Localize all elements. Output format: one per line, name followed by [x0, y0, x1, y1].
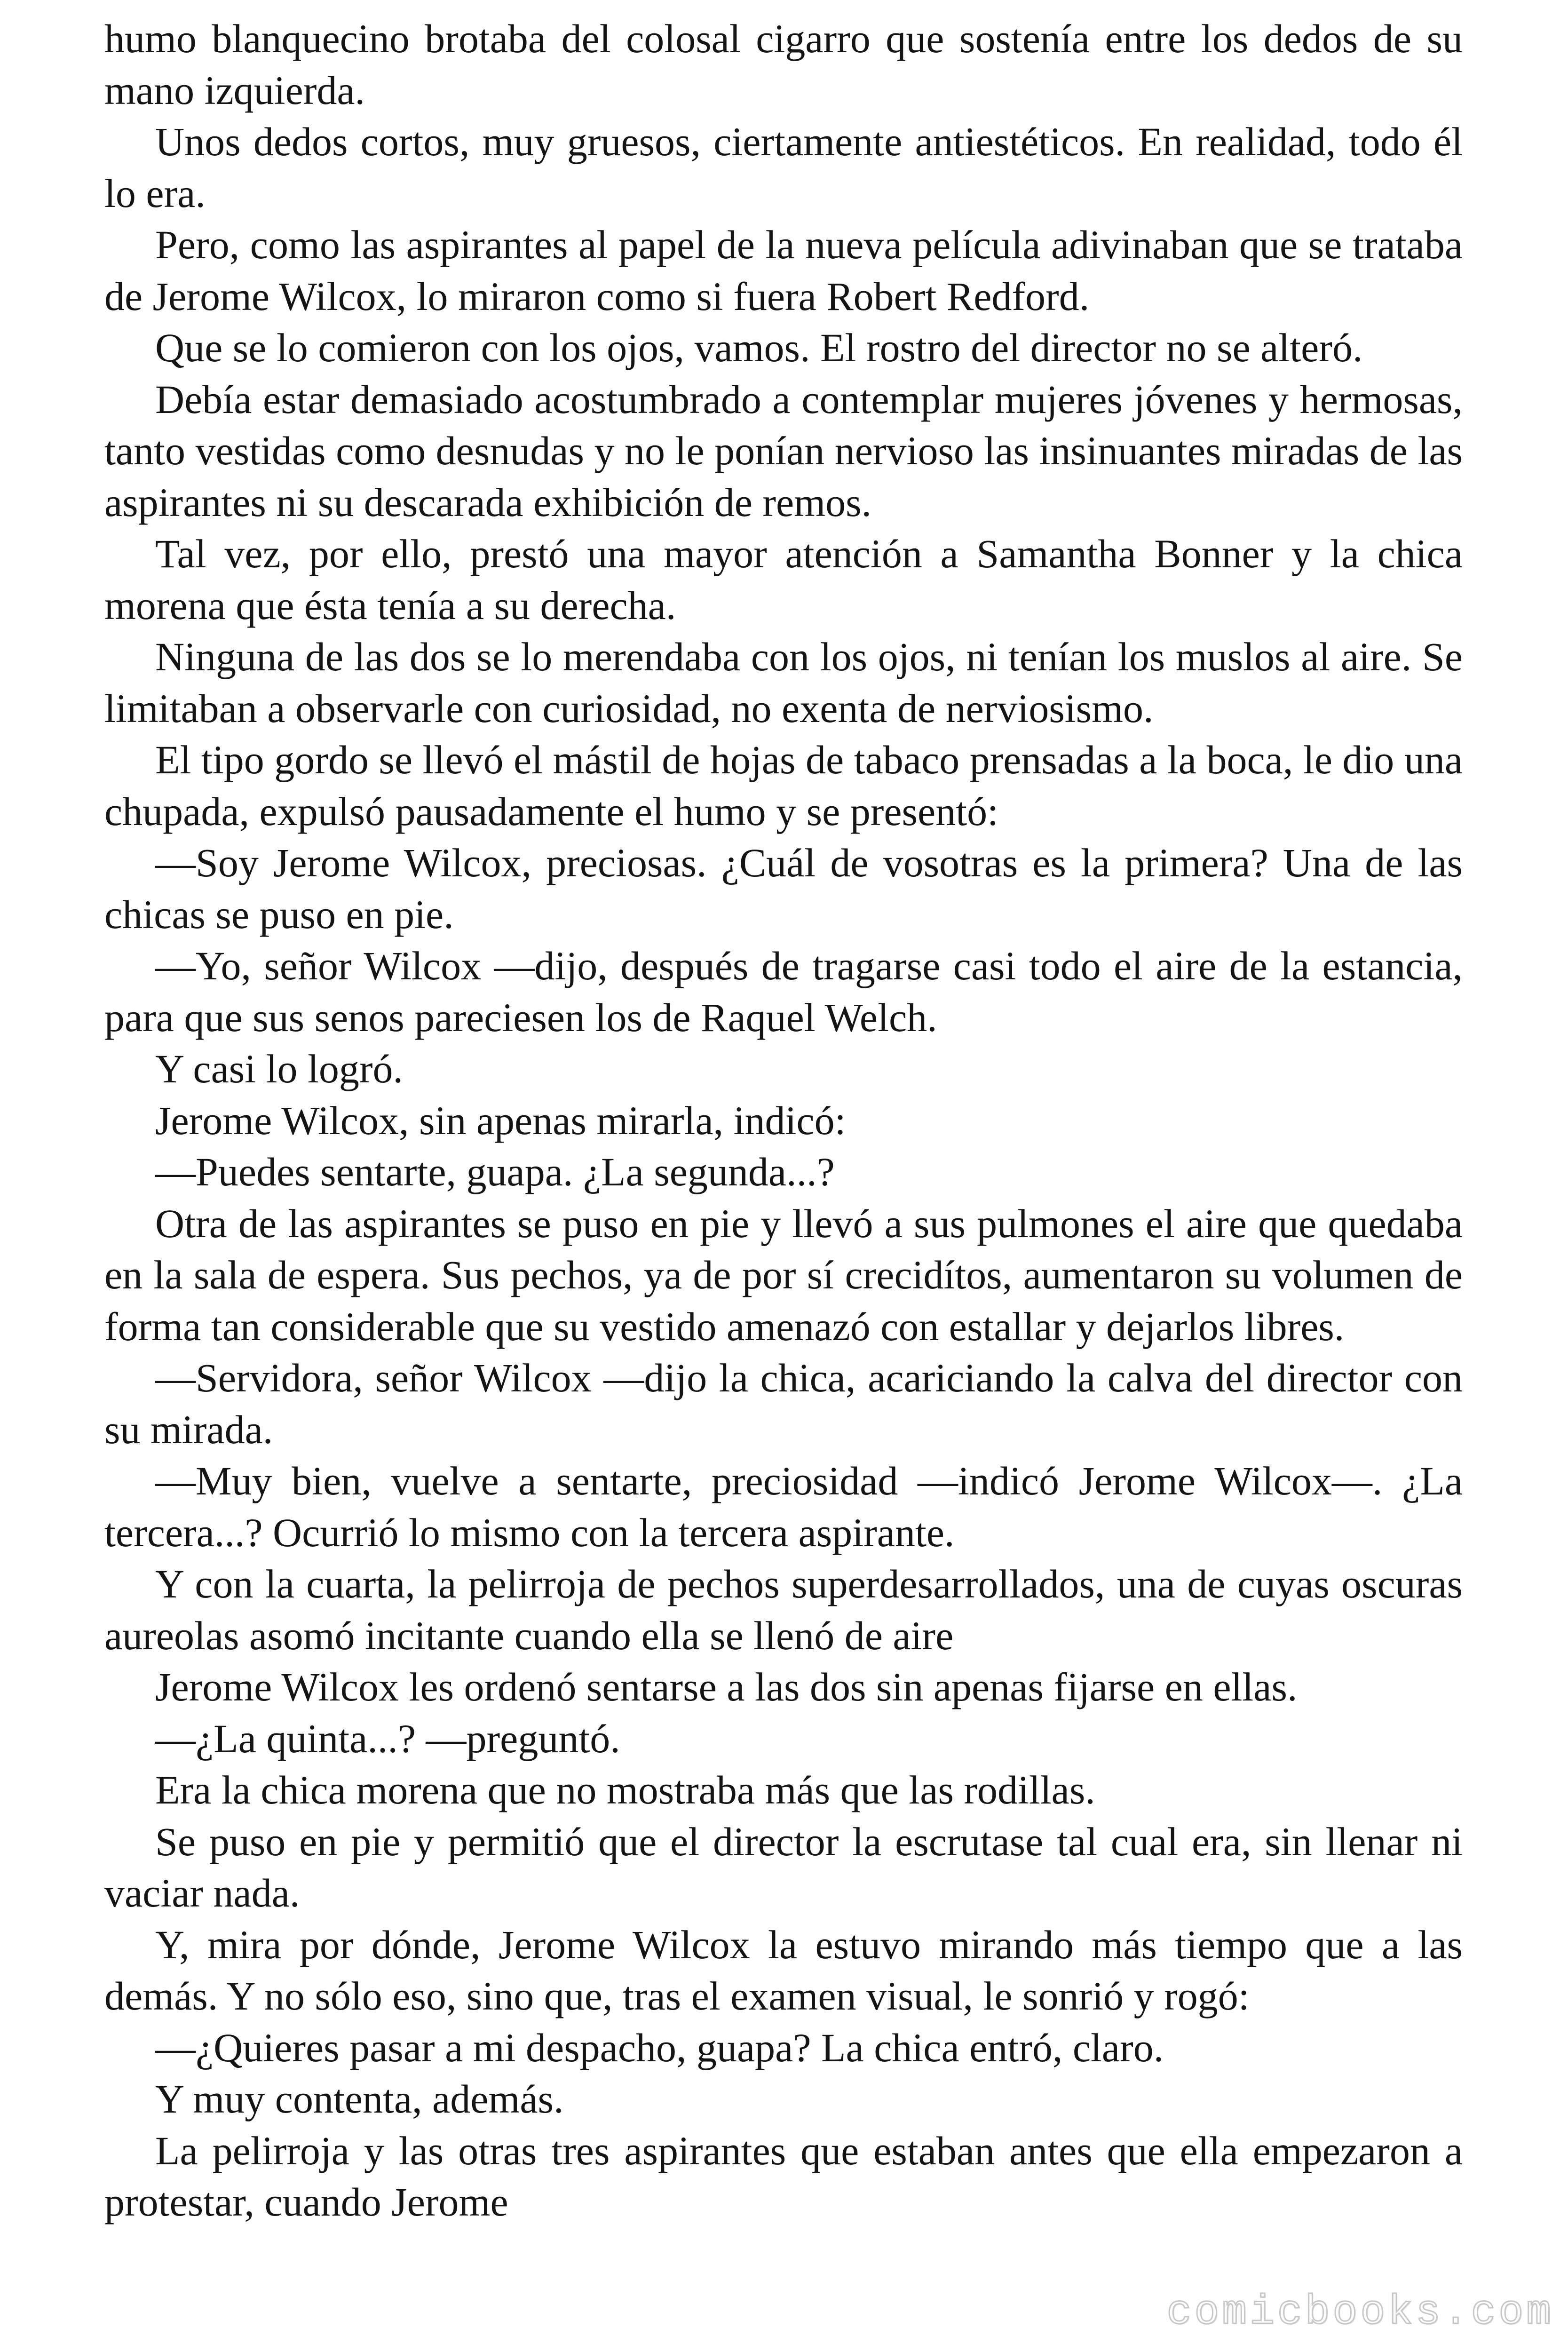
- paragraph-20: Era la chica morena que no mostraba más que las rodillas.: [155, 1767, 1095, 1812]
- paragraph-9: —Soy Jerome Wilcox, preciosas. ¿Cuál de vosotras es la primera? Una de las chicas se puso en pie.: [104, 840, 1463, 937]
- paragraph-18: Jerome Wilcox les ordenó sentarse a las dos sin apenas fijarse en ellas.: [155, 1664, 1298, 1709]
- paragraph-14: Otra de las aspirantes se puso en pie y llevó a sus pulmones el aire que quedaba en la sala de espera. Sus pechos, ya de por sí crecidítos, aumentaron su volumen de forma tan considerable que su vestido amenazó con estallar y dejarlos libres.: [104, 1200, 1463, 1349]
- paragraph-16: —Muy bien, vuelve a sentarte, preciosidad —indicó Jerome Wilcox—. ¿La tercera...? Ocurrió lo mismo con la tercera aspirante.: [104, 1458, 1463, 1555]
- paragraph-12: Jerome Wilcox, sin apenas mirarla, indicó:: [155, 1097, 846, 1143]
- paragraph-1: humo blanquecino brotaba del colosal cigarro que sostenía entre los dedos de su mano izquierda.: [104, 16, 1463, 113]
- paragraph-11: Y casi lo logró.: [155, 1046, 404, 1091]
- paragraph-4: Que se lo comieron con los ojos, vamos. El rostro del director no se alteró.: [155, 325, 1363, 370]
- paragraph-6: Tal vez, por ello, prestó una mayor atención a Samantha Bonner y la chica morena que ésta tenía a su derecha.: [104, 531, 1463, 628]
- paragraph-15: —Servidora, señor Wilcox —dijo la chica, acariciando la calva del director con su mirada.: [104, 1355, 1463, 1452]
- paragraph-24: Y muy contenta, además.: [155, 2076, 564, 2122]
- paragraph-17: Y con la cuarta, la pelirroja de pechos superdesarrollados, una de cuyas oscuras aureolas asomó incitante cuando ella se llenó de aire: [104, 1561, 1463, 1658]
- paragraph-23: —¿Quieres pasar a mi despacho, guapa? La chica entró, claro.: [155, 2025, 1164, 2070]
- watermark: comicbooks.com: [1166, 2289, 1554, 2336]
- paragraph-3: Pero, como las aspirantes al papel de la nueva película adivinaban que se trataba de Jerome Wilcox, lo miraron como si fuera Robert Redford.: [104, 222, 1463, 319]
- body-text: [104, 13, 1463, 2228]
- paragraph-7: Ninguna de las dos se lo merendaba con los ojos, ni tenían los muslos al aire. Se limitaban a observarle con curiosidad, no exenta de nerviosismo.: [104, 634, 1463, 731]
- paragraph-13: —Puedes sentarte, guapa. ¿La segunda...?: [155, 1149, 835, 1194]
- paragraph-8: El tipo gordo se llevó el mástil de hojas de tabaco prensadas a la boca, le dio una chupada, expulsó pausadamente el humo y se presentó:: [104, 737, 1463, 834]
- paragraph-5: Debía estar demasiado acostumbrado a contemplar mujeres jóvenes y hermosas, tanto vestidas como desnudas y no le ponían nervioso las insinuantes miradas de las aspirantes ni su descarada exhibición de remos.: [104, 376, 1463, 525]
- paragraph-25: La pelirroja y las otras tres aspirantes que estaban antes que ella empezaron a protestar, cuando Jerome: [104, 2128, 1463, 2225]
- paragraph-10: —Yo, señor Wilcox —dijo, después de tragarse casi todo el aire de la estancia, para que sus senos pareciesen los de Raquel Welch.: [104, 943, 1463, 1040]
- paragraph-19: —¿La quinta...? —preguntó.: [155, 1716, 620, 1761]
- paragraph-22: Y, mira por dónde, Jerome Wilcox la estuvo mirando más tiempo que a las demás. Y no sólo eso, sino que, tras el examen visual, le sonrió y rogó:: [104, 1922, 1463, 2018]
- paragraph-21: Se puso en pie y permitió que el director la escrutase tal cual era, sin llenar ni vaciar nada.: [104, 1819, 1463, 1915]
- paragraph-2: Unos dedos cortos, muy gruesos, ciertamente antiestéticos. En realidad, todo él lo era.: [104, 119, 1463, 216]
